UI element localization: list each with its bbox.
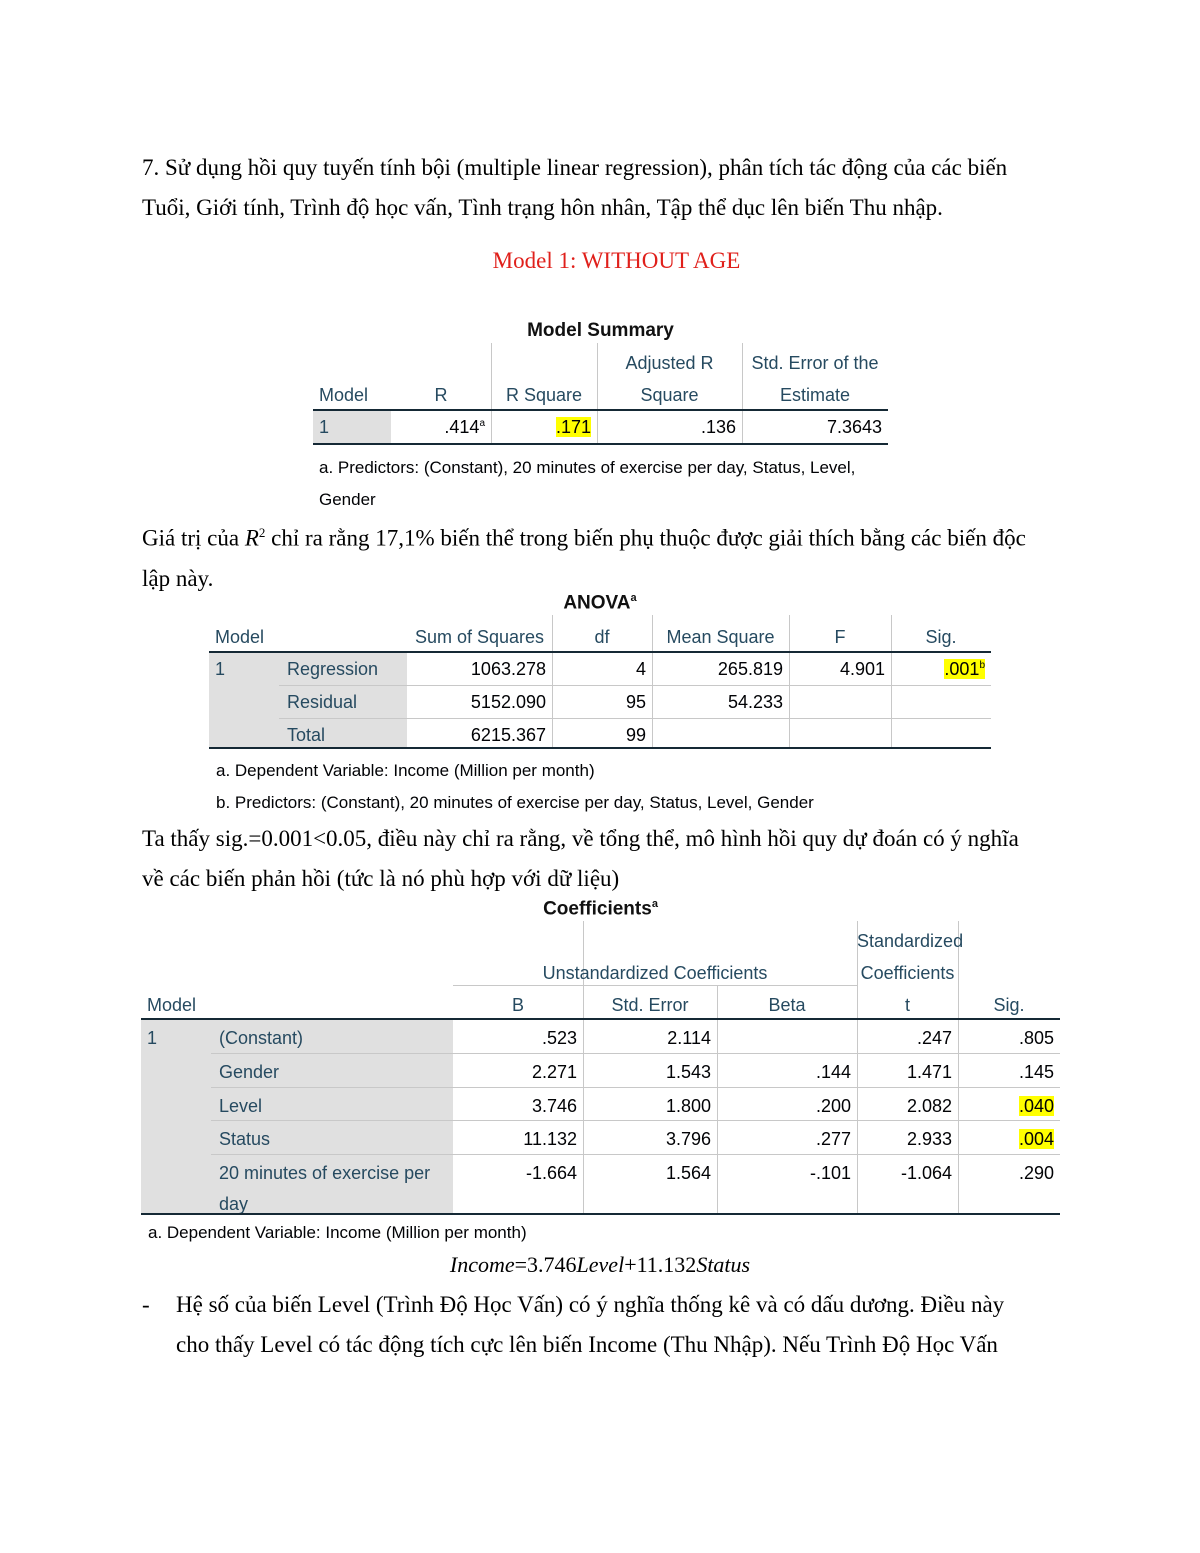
coef-se-exercise: 1.564 xyxy=(665,1163,711,1183)
model-summary-table xyxy=(313,343,888,447)
anova-note-a: a. Dependent Variable: Income (Million per month) xyxy=(216,761,595,780)
coef-beta-status: .277 xyxy=(815,1129,851,1149)
anova-model-number: 1 xyxy=(215,659,226,679)
ms-note-line-2: Gender xyxy=(319,490,376,509)
ms-adj-value: .136 xyxy=(700,417,736,437)
anova-header-sig: Sig. xyxy=(925,627,957,647)
bullet-line-2: cho thấy Level có tác động tích cực lên biến Income (Thu Nhập). Nếu Trình Độ Học Vấn xyxy=(176,1332,998,1357)
coef-row-label-exercise: 20 minutes of exercise per xyxy=(219,1163,431,1183)
coef-t-status: 2.933 xyxy=(906,1129,952,1149)
anova-ms-regression: 265.819 xyxy=(717,659,783,679)
ms-header-adj-1: Adjusted R xyxy=(625,353,714,373)
coef-header-beta: Beta xyxy=(768,995,806,1015)
bullet-paragraph xyxy=(176,1285,1076,1365)
anova-table xyxy=(209,615,991,751)
anova-ss-residual: 5152.090 xyxy=(470,692,546,712)
bullet-dash: - xyxy=(142,1292,150,1317)
anova-notes xyxy=(216,755,814,819)
anova-row-label-total: Total xyxy=(287,725,326,745)
coef-se-gender: 1.543 xyxy=(665,1062,711,1082)
coef-header-se: Std. Error xyxy=(611,995,689,1015)
coef-b-status: 11.132 xyxy=(523,1129,577,1149)
coef-sig-status: .004 xyxy=(1018,1129,1054,1149)
anova-header-ms: Mean Square xyxy=(666,627,775,647)
anova-header-model: Model xyxy=(215,627,265,647)
coef-t-gender: 1.471 xyxy=(906,1062,952,1082)
coef-row-label-status: Status xyxy=(219,1129,271,1149)
coef-label-block xyxy=(141,1020,453,1215)
coef-se-status: 3.796 xyxy=(665,1129,711,1149)
ms-model-cell xyxy=(313,411,391,443)
coef-header-b: B xyxy=(511,995,524,1015)
coef-se-constant: 2.114 xyxy=(667,1028,711,1048)
regression-equation: Income=3.746Level+11.132Status xyxy=(449,1252,751,1277)
ms-r-value: .414$^a$ xyxy=(444,417,485,437)
coef-t-exercise: -1.064 xyxy=(900,1163,952,1183)
ms-header-model: Model xyxy=(319,385,369,405)
ms-note-line-1: a. Predictors: (Constant), 20 minutes of exercise per day, Status, Level, xyxy=(319,458,856,477)
coef-note: a. Dependent Variable: Income (Million per month) xyxy=(148,1223,527,1242)
coef-b-gender: 2.271 xyxy=(531,1062,577,1082)
anova-header-df: df xyxy=(594,627,610,647)
anova-df-total: 99 xyxy=(625,725,646,745)
anova-sig-regression: .001$^b$ xyxy=(944,659,985,679)
coef-row-label-level: Level xyxy=(219,1096,263,1116)
coef-sig-exercise: .290 xyxy=(1018,1163,1054,1183)
anova-label-block xyxy=(209,653,407,749)
anova-ss-regression: 1063.278 xyxy=(470,659,546,679)
ms-header-adj-2: Square xyxy=(640,385,699,405)
coef-se-level: 1.800 xyxy=(665,1096,711,1116)
anova-header-f: F xyxy=(834,627,846,647)
coef-header-unstd: Unstandardized Coefficients xyxy=(542,963,768,983)
coef-sig-gender: .145 xyxy=(1018,1062,1054,1082)
coef-beta-exercise: -.101 xyxy=(809,1163,851,1183)
coef-title: Coefficients$^a$ xyxy=(543,898,658,920)
bullet-line-1: Hệ số của biến Level (Trình Độ Học Vấn) có ý nghĩa thống kê và có dấu dương. Điều này xyxy=(176,1292,1005,1317)
ms-header-se-2: Estimate xyxy=(779,385,851,405)
sig-line-1: Ta thấy sig.=0.001<0.05, điều này chỉ ra rằng, về tổng thể, mô hình hồi quy dự đoán có ý nghĩa xyxy=(142,826,1019,851)
anova-ss-total: 6215.367 xyxy=(470,725,546,745)
coef-header-std-1: Standardized xyxy=(857,931,964,951)
ms-r-square-value: .171 xyxy=(555,417,591,437)
intro-paragraph xyxy=(142,148,1082,228)
sig-line-2: về các biến phản hồi (tức là nó phù hợp với dữ liệu) xyxy=(142,866,620,891)
anova-row-label-residual: Residual xyxy=(287,692,358,712)
r2-paragraph xyxy=(142,513,1082,599)
coef-model-number: 1 xyxy=(147,1028,158,1048)
model-summary-title: Model Summary xyxy=(527,320,674,341)
intro-line-2: Tuổi, Giới tính, Trình độ học vấn, Tình trạng hôn nhân, Tập thể dục lên biến Thu nhập. xyxy=(142,195,943,220)
sig-paragraph xyxy=(142,819,1082,899)
anova-df-regression: 4 xyxy=(635,659,646,679)
anova-f-regression: 4.901 xyxy=(839,659,885,679)
coef-table xyxy=(141,921,1060,1217)
coef-header-t: t xyxy=(904,995,910,1015)
coef-header-sig: Sig. xyxy=(993,995,1025,1015)
anova-header-ss: Sum of Squares xyxy=(414,627,545,647)
coef-b-level: 3.746 xyxy=(531,1096,577,1116)
anova-ms-residual: 54.233 xyxy=(727,692,783,712)
coef-row-label-exercise-2: day xyxy=(219,1194,249,1214)
ms-model-number: 1 xyxy=(319,417,330,437)
coef-sig-level: .040 xyxy=(1018,1096,1054,1116)
coef-header-std-2: Coefficients xyxy=(860,963,955,983)
r2-line-1: Giá trị của $R^2$ chỉ ra rằng 17,1% biến thể trong biến phụ thuộc được giải thích bằng các biến độc xyxy=(142,525,1026,551)
coef-beta-level: .200 xyxy=(815,1096,851,1116)
coef-t-constant: .247 xyxy=(916,1028,952,1048)
ms-note xyxy=(319,452,855,516)
coef-b-constant: .523 xyxy=(541,1028,577,1048)
r2-line-2: lập này. xyxy=(142,565,214,591)
coef-t-level: 2.082 xyxy=(906,1096,952,1116)
anova-df-residual: 95 xyxy=(625,692,646,712)
ms-header-r: R xyxy=(434,385,448,405)
model-title: Model 1: WITHOUT AGE xyxy=(492,248,741,273)
coef-header-model: Model xyxy=(147,995,197,1015)
coef-b-exercise: -1.664 xyxy=(525,1163,577,1183)
coef-sig-constant: .805 xyxy=(1018,1028,1054,1048)
coef-row-label-constant: (Constant) xyxy=(219,1028,304,1048)
coef-row-label-gender: Gender xyxy=(219,1062,280,1082)
coef-beta-gender: .144 xyxy=(815,1062,851,1082)
ms-se-value: 7.3643 xyxy=(826,417,882,437)
anova-row-label-regression: Regression xyxy=(287,659,379,679)
anova-title: ANOVA$^a$ xyxy=(563,592,637,614)
ms-header-se-1: Std. Error of the xyxy=(751,353,879,373)
intro-line-1: 7. Sử dụng hồi quy tuyến tính bội (multiple linear regression), phân tích tác động của các biến xyxy=(142,155,1008,180)
anova-note-b: b. Predictors: (Constant), 20 minutes of exercise per day, Status, Level, Gender xyxy=(216,793,814,812)
ms-header-r-square: R Square xyxy=(505,385,583,405)
